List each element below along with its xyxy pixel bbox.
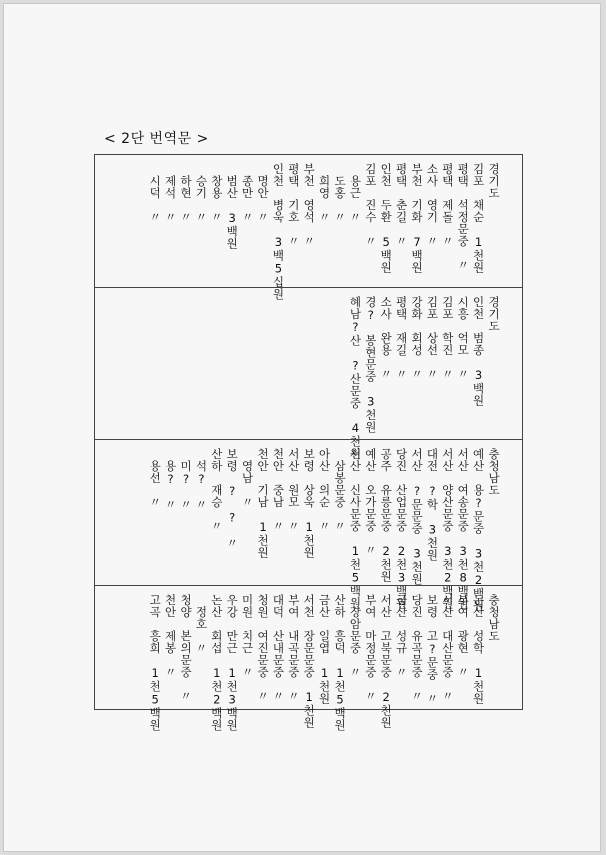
donor-entry: 천안 중남 〃: [271, 448, 286, 532]
donor-entry: 천안 제봉 〃: [163, 594, 178, 678]
donor-entry: 논산 회섭 1천2백원: [209, 594, 224, 731]
donor-entry: 제석 〃: [163, 163, 178, 223]
donor-entry: 소사 완용 〃: [379, 296, 394, 380]
donor-entry: 청양 본의문중 〃: [179, 594, 193, 702]
donor-entry: 고곡 흥희 1천5백원: [148, 594, 163, 731]
donor-entry: 김포 상선 〃: [425, 296, 440, 380]
donor-entry: 정호 〃: [194, 594, 209, 654]
donor-entry: 도홍 〃: [333, 163, 347, 223]
donor-entry: 평택 재길 〃: [394, 296, 409, 380]
region-header: 충청남도: [487, 594, 501, 642]
donor-entry: 서산 ?문문중 3천원: [410, 448, 424, 585]
donor-entry: 대덕 산내문중 〃: [271, 594, 286, 702]
table-section-gyeonggi-1: [95, 155, 522, 300]
donor-entry: 삼봉문중 〃: [333, 448, 347, 532]
donor-entry: 서산 신사문중 1천5백원: [348, 448, 363, 609]
donor-entry: 인천 두환 5백원: [379, 163, 394, 274]
region-header: 경기도: [487, 296, 501, 332]
donor-entry: 명안 〃: [256, 163, 270, 223]
donor-entry: 대전 ?학 3천원: [425, 448, 440, 561]
donor-entry: 혜남?산 ?산문중 4천원: [348, 296, 363, 460]
donor-entry: 창용 〃: [209, 163, 224, 223]
donor-entry: 소사 영기 〃: [425, 163, 440, 247]
donor-entry: 종만 〃: [240, 163, 255, 223]
donor-entry: 서산 원모 〃: [286, 448, 301, 532]
table-section-gyeonggi-2: [95, 287, 522, 460]
donor-entry: 김포 채순 1천원: [471, 163, 486, 274]
donor-entry: 희영 〃: [317, 163, 332, 223]
donation-table: [94, 154, 523, 731]
region-header: 경기도: [487, 163, 501, 199]
donor-entry: 미? 〃: [179, 448, 193, 511]
donor-entry: 보령 고?문중 〃: [425, 594, 440, 705]
donor-entry: 금산 성규 〃: [394, 594, 409, 678]
donor-entry: 부여 마정문중 〃: [363, 594, 378, 702]
donor-entry: 서산 대산문중 〃: [440, 594, 455, 702]
donor-entry: 산하 흥덕 1천5백원: [333, 594, 347, 731]
donor-entry: 논산 성학 1천원: [471, 594, 486, 705]
donor-entry: 인천 범종 3백원: [471, 296, 486, 407]
table-section-chungnam-2: [95, 585, 522, 731]
donor-entry: 용? 〃: [163, 448, 178, 511]
donor-entry: 영남 〃: [240, 448, 255, 508]
donor-entry: 공주 유릉문중 2천원: [379, 448, 394, 583]
donor-entry: 당진 유곡문중 〃: [410, 594, 424, 702]
donor-entry: 미원 치근 〃: [240, 594, 255, 678]
section-heading: < 2단 번역문 >: [104, 131, 209, 147]
donor-entry: 청원 여진문중 〃: [256, 594, 270, 702]
donor-entry: 부천 기화 7백원: [410, 163, 424, 274]
donor-entry: 김포 학진 〃: [440, 296, 455, 380]
donor-entry: 서산 양산문중 3천2백원: [440, 448, 455, 609]
donor-entry: 범산 3백원: [225, 163, 240, 250]
donor-entry: 부여 내곡문중 〃: [286, 594, 301, 702]
donor-entry: 하현 〃: [179, 163, 193, 223]
donor-entry: 금산 일엽 1천원: [317, 594, 332, 705]
donor-entry: 평택 제돌 〃: [440, 163, 455, 247]
document-page: [3, 3, 601, 852]
donor-entry: 석? 〃: [194, 448, 209, 511]
donor-entry: 김포 진수 〃: [363, 163, 378, 247]
table-section-chungnam-1: [95, 439, 522, 612]
donor-entry: 시흥 억모 〃: [456, 296, 471, 380]
donor-entry: 서천 장문문중 1천원: [302, 594, 317, 729]
donor-entry: 서산 여송문중 3천8백원: [456, 448, 471, 609]
donor-entry: 경? 봉현문중 3천원: [363, 296, 378, 433]
donor-entry: 승기 〃: [194, 163, 209, 223]
donor-entry: 부여 광현 〃: [456, 594, 471, 678]
donor-entry: 아산 의순 〃: [317, 448, 332, 532]
donor-entry: 평택 석정문중 〃: [456, 163, 471, 271]
donor-entry: 용선 〃: [148, 448, 163, 508]
region-header: 충청남도: [487, 448, 501, 496]
donor-entry: 강화 회성 〃: [410, 296, 424, 380]
donor-entry: 우강 만근 1천3백원: [225, 594, 240, 731]
donor-entry: 인천 병욱 3백5십원: [271, 163, 286, 300]
donor-entry: 평택 춘길 〃: [394, 163, 409, 247]
donor-entry: 산하 재승 〃: [209, 448, 224, 532]
donor-entry: 시덕 〃: [148, 163, 163, 223]
donor-entry: 예산 오가문중 〃: [363, 448, 378, 556]
donor-entry: 평택 기호 〃: [286, 163, 301, 247]
donor-entry: 예산 용?문중 3천2백원: [471, 448, 486, 612]
donor-entry: 천안 기남 1천원: [256, 448, 270, 559]
donor-entry: 장암문중 〃: [348, 594, 363, 678]
donor-entry: 보령 상욱 1천원: [302, 448, 317, 559]
donor-entry: 보령 ? ? 〃: [225, 448, 240, 549]
donor-entry: 부천 영석 〃: [302, 163, 317, 247]
donor-entry: 당진 산업문중 2천3백원: [394, 448, 409, 609]
donor-entry: 서산 고북문중 2천원: [379, 594, 394, 729]
donor-entry: 용근 〃: [348, 163, 363, 223]
